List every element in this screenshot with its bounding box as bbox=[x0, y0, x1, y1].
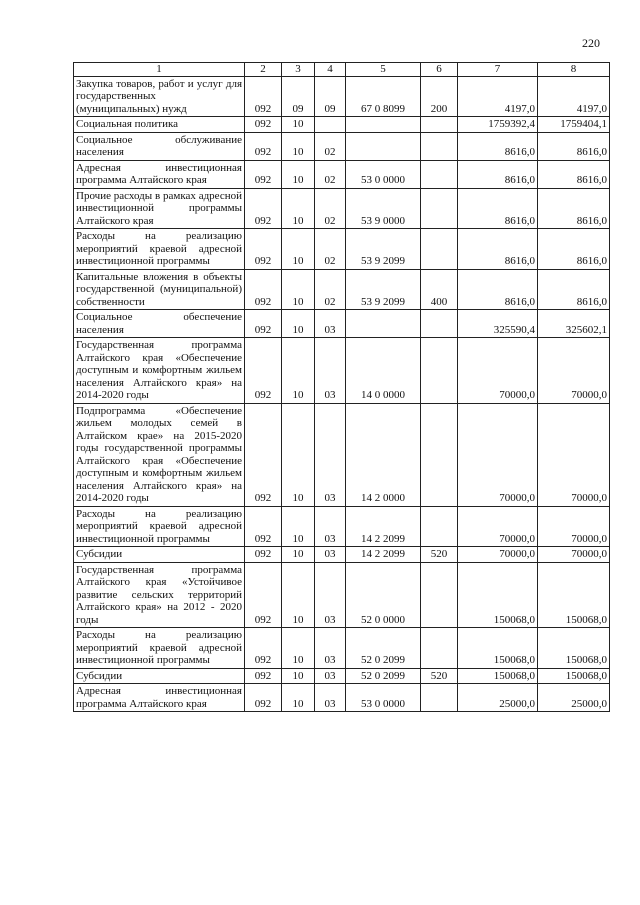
target-article-cell: 14 2 0000 bbox=[346, 403, 421, 506]
target-article-cell bbox=[346, 117, 421, 133]
target-article-cell: 53 9 2099 bbox=[346, 269, 421, 310]
admin-code-cell: 092 bbox=[245, 132, 282, 160]
expense-type-cell bbox=[421, 117, 458, 133]
table-row bbox=[74, 117, 610, 133]
row-name-cell: Расходы на реализацию мероприятий краевой адресной инвестиционной программы bbox=[74, 628, 245, 669]
target-article-cell: 14 2 2099 bbox=[346, 506, 421, 547]
row-name-cell: Адресная инвестиционная программа Алтайского края bbox=[74, 160, 245, 188]
amount-col7-cell: 150068,0 bbox=[458, 668, 538, 684]
section-code-cell: 10 bbox=[282, 562, 315, 628]
amount-col7-cell: 8616,0 bbox=[458, 269, 538, 310]
amount-col8-cell: 70000,0 bbox=[538, 506, 610, 547]
row-name-cell: Социальное обеспечение населения bbox=[74, 310, 245, 338]
subsection-code-cell: 03 bbox=[315, 403, 346, 506]
row-name-cell: Государственная программа Алтайского края «Устойчивое развитие сельских территорий Алтайского края» на 2012 - 2020 годы bbox=[74, 562, 245, 628]
amount-col7-cell: 150068,0 bbox=[458, 628, 538, 669]
amount-col8-cell: 8616,0 bbox=[538, 132, 610, 160]
expense-type-cell bbox=[421, 229, 458, 270]
amount-col7-cell: 325590,4 bbox=[458, 310, 538, 338]
section-code-cell: 10 bbox=[282, 188, 315, 229]
amount-col8-cell: 150068,0 bbox=[538, 562, 610, 628]
table-row bbox=[74, 338, 610, 404]
expense-type-cell bbox=[421, 562, 458, 628]
expense-type-cell bbox=[421, 132, 458, 160]
target-article-cell: 53 0 0000 bbox=[346, 684, 421, 712]
admin-code-cell: 092 bbox=[245, 160, 282, 188]
amount-col8-cell: 1759404,1 bbox=[538, 117, 610, 133]
expense-type-cell bbox=[421, 188, 458, 229]
table-row bbox=[74, 76, 610, 117]
row-name-cell: Адресная инвестиционная программа Алтайского края bbox=[74, 684, 245, 712]
expense-type-cell bbox=[421, 684, 458, 712]
amount-col8-cell: 8616,0 bbox=[538, 160, 610, 188]
amount-col8-cell: 150068,0 bbox=[538, 668, 610, 684]
expense-type-cell bbox=[421, 628, 458, 669]
amount-col8-cell: 8616,0 bbox=[538, 269, 610, 310]
table-row bbox=[74, 160, 610, 188]
target-article-cell: 52 0 0000 bbox=[346, 562, 421, 628]
subsection-code-cell: 02 bbox=[315, 132, 346, 160]
admin-code-cell: 092 bbox=[245, 338, 282, 404]
expense-type-cell: 520 bbox=[421, 668, 458, 684]
amount-col8-cell: 4197,0 bbox=[538, 76, 610, 117]
expense-type-cell: 400 bbox=[421, 269, 458, 310]
amount-col7-cell: 8616,0 bbox=[458, 188, 538, 229]
amount-col7-cell: 70000,0 bbox=[458, 547, 538, 563]
amount-col7-cell: 8616,0 bbox=[458, 229, 538, 270]
section-code-cell: 10 bbox=[282, 160, 315, 188]
row-name-cell: Капитальные вложения в объекты государственной (муниципальной) собственности bbox=[74, 269, 245, 310]
section-code-cell: 10 bbox=[282, 506, 315, 547]
amount-col8-cell: 25000,0 bbox=[538, 684, 610, 712]
section-code-cell: 10 bbox=[282, 403, 315, 506]
column-header: 5 bbox=[346, 63, 421, 77]
amount-col7-cell: 70000,0 bbox=[458, 506, 538, 547]
row-name-cell: Социальное обслуживание населения bbox=[74, 132, 245, 160]
amount-col8-cell: 325602,1 bbox=[538, 310, 610, 338]
budget-table bbox=[73, 62, 610, 712]
admin-code-cell: 092 bbox=[245, 547, 282, 563]
section-code-cell: 10 bbox=[282, 117, 315, 133]
expense-type-cell: 200 bbox=[421, 76, 458, 117]
subsection-code-cell: 03 bbox=[315, 668, 346, 684]
expense-type-cell bbox=[421, 160, 458, 188]
column-header: 1 bbox=[74, 63, 245, 77]
target-article-cell: 53 9 0000 bbox=[346, 188, 421, 229]
target-article-cell: 53 9 2099 bbox=[346, 229, 421, 270]
amount-col7-cell: 8616,0 bbox=[458, 132, 538, 160]
table-row bbox=[74, 403, 610, 506]
table-row bbox=[74, 547, 610, 563]
section-code-cell: 10 bbox=[282, 338, 315, 404]
row-name-cell: Субсидии bbox=[74, 668, 245, 684]
amount-col8-cell: 8616,0 bbox=[538, 188, 610, 229]
admin-code-cell: 092 bbox=[245, 229, 282, 270]
column-header: 4 bbox=[315, 63, 346, 77]
section-code-cell: 10 bbox=[282, 628, 315, 669]
section-code-cell: 10 bbox=[282, 547, 315, 563]
admin-code-cell: 092 bbox=[245, 310, 282, 338]
table-row bbox=[74, 506, 610, 547]
target-article-cell: 67 0 8099 bbox=[346, 76, 421, 117]
row-name-cell: Государственная программа Алтайского края «Обеспечение доступным и комфортным жильем населения Алтайского края» на 2014-2020 годы bbox=[74, 338, 245, 404]
expense-type-cell bbox=[421, 403, 458, 506]
table-header-row bbox=[74, 63, 610, 77]
table-row bbox=[74, 132, 610, 160]
subsection-code-cell: 03 bbox=[315, 684, 346, 712]
amount-col7-cell: 8616,0 bbox=[458, 160, 538, 188]
table-row bbox=[74, 628, 610, 669]
admin-code-cell: 092 bbox=[245, 403, 282, 506]
section-code-cell: 10 bbox=[282, 310, 315, 338]
admin-code-cell: 092 bbox=[245, 628, 282, 669]
expense-type-cell bbox=[421, 338, 458, 404]
target-article-cell bbox=[346, 310, 421, 338]
table-row bbox=[74, 668, 610, 684]
amount-col8-cell: 70000,0 bbox=[538, 547, 610, 563]
subsection-code-cell: 02 bbox=[315, 188, 346, 229]
subsection-code-cell: 03 bbox=[315, 338, 346, 404]
amount-col7-cell: 1759392,4 bbox=[458, 117, 538, 133]
expense-type-cell: 520 bbox=[421, 547, 458, 563]
subsection-code-cell: 03 bbox=[315, 310, 346, 338]
section-code-cell: 10 bbox=[282, 668, 315, 684]
admin-code-cell: 092 bbox=[245, 269, 282, 310]
amount-col8-cell: 70000,0 bbox=[538, 338, 610, 404]
row-name-cell: Расходы на реализацию мероприятий краевой адресной инвестиционной программы bbox=[74, 229, 245, 270]
target-article-cell: 52 0 2099 bbox=[346, 628, 421, 669]
subsection-code-cell: 03 bbox=[315, 506, 346, 547]
table-row bbox=[74, 310, 610, 338]
subsection-code-cell: 03 bbox=[315, 547, 346, 563]
amount-col8-cell: 70000,0 bbox=[538, 403, 610, 506]
expense-type-cell bbox=[421, 506, 458, 547]
table-row bbox=[74, 269, 610, 310]
admin-code-cell: 092 bbox=[245, 76, 282, 117]
column-header: 7 bbox=[458, 63, 538, 77]
column-header: 6 bbox=[421, 63, 458, 77]
expense-type-cell bbox=[421, 310, 458, 338]
section-code-cell: 10 bbox=[282, 684, 315, 712]
row-name-cell: Прочие расходы в рамках адресной инвестиционной программы Алтайского края bbox=[74, 188, 245, 229]
admin-code-cell: 092 bbox=[245, 684, 282, 712]
table-body bbox=[74, 76, 610, 712]
table-row bbox=[74, 188, 610, 229]
admin-code-cell: 092 bbox=[245, 188, 282, 229]
row-name-cell: Закупка товаров, работ и услуг для государственных (муниципальных) нужд bbox=[74, 76, 245, 117]
target-article-cell: 14 0 0000 bbox=[346, 338, 421, 404]
target-article-cell: 53 0 0000 bbox=[346, 160, 421, 188]
table-row bbox=[74, 684, 610, 712]
subsection-code-cell: 09 bbox=[315, 76, 346, 117]
admin-code-cell: 092 bbox=[245, 506, 282, 547]
column-header: 2 bbox=[245, 63, 282, 77]
admin-code-cell: 092 bbox=[245, 117, 282, 133]
subsection-code-cell: 03 bbox=[315, 628, 346, 669]
section-code-cell: 10 bbox=[282, 269, 315, 310]
admin-code-cell: 092 bbox=[245, 562, 282, 628]
subsection-code-cell bbox=[315, 117, 346, 133]
amount-col7-cell: 25000,0 bbox=[458, 684, 538, 712]
amount-col8-cell: 8616,0 bbox=[538, 229, 610, 270]
admin-code-cell: 092 bbox=[245, 668, 282, 684]
target-article-cell bbox=[346, 132, 421, 160]
amount-col7-cell: 70000,0 bbox=[458, 338, 538, 404]
row-name-cell: Расходы на реализацию мероприятий краевой адресной инвестиционной программы bbox=[74, 506, 245, 547]
table-row bbox=[74, 562, 610, 628]
amount-col8-cell: 150068,0 bbox=[538, 628, 610, 669]
page-number: 220 bbox=[582, 36, 600, 50]
section-code-cell: 10 bbox=[282, 229, 315, 270]
section-code-cell: 09 bbox=[282, 76, 315, 117]
subsection-code-cell: 03 bbox=[315, 562, 346, 628]
table-row bbox=[74, 229, 610, 270]
subsection-code-cell: 02 bbox=[315, 160, 346, 188]
column-header: 3 bbox=[282, 63, 315, 77]
subsection-code-cell: 02 bbox=[315, 229, 346, 270]
section-code-cell: 10 bbox=[282, 132, 315, 160]
column-header: 8 bbox=[538, 63, 610, 77]
row-name-cell: Подпрограмма «Обеспечение жильем молодых семей в Алтайском крае» на 2015-2020 годы государственной программы Алтайского края «Обеспечение доступным и комфортным жильем населения Алтайского края» на 2014-2020 годы bbox=[74, 403, 245, 506]
amount-col7-cell: 150068,0 bbox=[458, 562, 538, 628]
amount-col7-cell: 4197,0 bbox=[458, 76, 538, 117]
row-name-cell: Социальная политика bbox=[74, 117, 245, 133]
subsection-code-cell: 02 bbox=[315, 269, 346, 310]
row-name-cell: Субсидии bbox=[74, 547, 245, 563]
target-article-cell: 52 0 2099 bbox=[346, 668, 421, 684]
amount-col7-cell: 70000,0 bbox=[458, 403, 538, 506]
target-article-cell: 14 2 2099 bbox=[346, 547, 421, 563]
